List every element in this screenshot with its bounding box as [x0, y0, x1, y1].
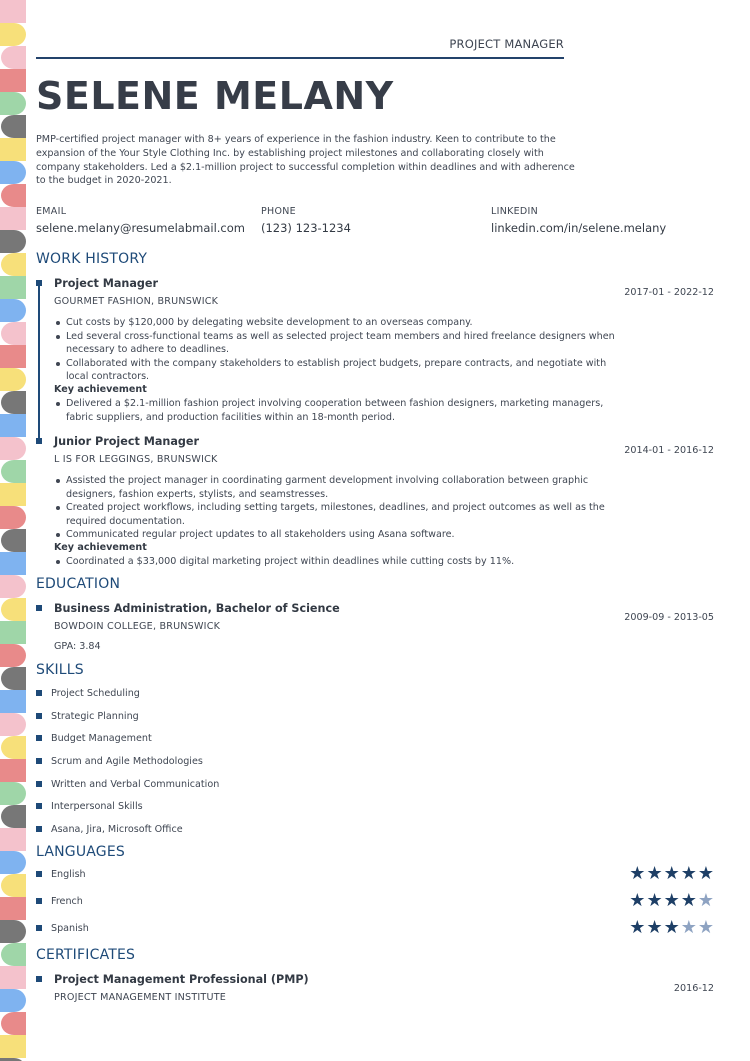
strip-shape — [1, 322, 26, 345]
email-label: EMAIL — [36, 206, 67, 217]
strip-shape — [1, 1012, 26, 1035]
work-timeline-line — [38, 283, 40, 441]
degree-name: Business Administration, Bachelor of Science — [54, 602, 340, 615]
strip-shape — [0, 644, 26, 667]
strip-shape — [1, 46, 26, 69]
summary-paragraph: PMP-certified project manager with 8+ years of experience in the fashion industry. Keen to contribute to the expansion of the Your Style Clothing Inc. by establishing project milestones and collaborating closely with company stakeholders. Led a $2.1-million project to successful completion within deadlines and with adherence to the budget in 2020-2021. — [36, 134, 575, 187]
strip-shape — [0, 759, 26, 782]
star-filled-icon: ★ — [680, 890, 697, 911]
strip-shape — [0, 0, 26, 23]
phone-value[interactable]: (123) 123-1234 — [261, 221, 351, 235]
achievement-item: Delivered a $2.1-million fashion project involving cooperation between fashion designers, marketing managers, fabric suppliers, and production facilities within an 18-month period. — [54, 397, 624, 424]
skill-marker — [36, 826, 42, 832]
language-name: Spanish — [51, 923, 89, 934]
skill-marker — [36, 803, 42, 809]
job-org: GOURMET FASHION, BRUNSWICK — [54, 296, 219, 307]
skills-heading: SKILLS — [36, 662, 84, 678]
strip-shape — [0, 713, 26, 736]
star-filled-icon: ★ — [663, 917, 680, 938]
duty-item: Communicated regular project updates to all stakeholders using Asana software. — [54, 528, 624, 542]
certificates-heading: CERTIFICATES — [36, 947, 136, 963]
strip-shape — [0, 690, 26, 713]
skill-label: Scrum and Agile Methodologies — [51, 756, 203, 767]
linkedin-label: LINKEDIN — [491, 206, 539, 217]
languages-heading: LANGUAGES — [36, 844, 125, 860]
strip-shape — [1, 874, 26, 897]
job-duties-list — [54, 474, 624, 542]
star-empty-icon: ★ — [680, 917, 697, 938]
key-achievement-list — [54, 397, 624, 424]
gpa-value: GPA: 3.84 — [54, 641, 101, 652]
star-filled-icon: ★ — [663, 890, 680, 911]
strip-shape — [1, 253, 26, 276]
strip-shape — [0, 368, 26, 391]
strip-shape — [0, 782, 26, 805]
contact-phone — [261, 206, 351, 235]
star-filled-icon: ★ — [629, 917, 646, 938]
star-filled-icon: ★ — [646, 890, 663, 911]
key-achievement-label: Key achievement — [54, 384, 147, 395]
phone-label: PHONE — [261, 206, 296, 217]
star-empty-icon: ★ — [697, 890, 714, 911]
strip-shape — [0, 345, 26, 368]
work-history-heading: WORK HISTORY — [36, 251, 148, 267]
duty-item: Created project workflows, including setting targets, milestones, deadlines, and project outcomes as well as the required documentation. — [54, 501, 624, 528]
entry-marker — [36, 280, 42, 286]
strip-shape — [0, 966, 26, 989]
decorative-side-strip — [0, 0, 26, 1061]
strip-shape — [0, 138, 26, 161]
entry-marker — [36, 976, 42, 982]
job-dates: 2017-01 - 2022-12 — [624, 287, 714, 298]
linkedin-value[interactable]: linkedin.com/in/selene.melany — [491, 221, 667, 235]
star-filled-icon: ★ — [680, 863, 697, 884]
strip-shape — [1, 667, 26, 690]
star-filled-icon: ★ — [646, 863, 663, 884]
strip-shape — [0, 161, 26, 184]
strip-shape — [1, 529, 26, 552]
job-duties-list — [54, 316, 624, 384]
skill-marker — [36, 713, 42, 719]
strip-shape — [1, 184, 26, 207]
language-marker — [36, 871, 42, 877]
job-dates: 2014-01 - 2016-12 — [624, 445, 714, 456]
language-rating — [629, 865, 714, 883]
skill-marker — [36, 690, 42, 696]
strip-shape — [1, 943, 26, 966]
star-filled-icon: ★ — [697, 863, 714, 884]
language-marker — [36, 925, 42, 931]
strip-shape — [0, 414, 26, 437]
email-value[interactable]: selene.melany@resumelabmail.com — [36, 221, 245, 235]
language-rating — [629, 892, 714, 910]
strip-shape — [0, 437, 26, 460]
strip-shape — [0, 207, 26, 230]
resume-page — [36, 0, 726, 1061]
achievement-item: Coordinated a $33,000 digital marketing project within deadlines while cutting costs by 11%. — [54, 555, 624, 569]
skill-marker — [36, 781, 42, 787]
skill-marker — [36, 758, 42, 764]
language-marker — [36, 898, 42, 904]
strip-shape — [0, 1035, 26, 1058]
strip-shape — [1, 115, 26, 138]
strip-shape — [0, 483, 26, 506]
skill-label: Strategic Planning — [51, 711, 139, 722]
key-achievement-list — [54, 555, 624, 569]
strip-shape — [0, 23, 26, 46]
strip-shape — [1, 391, 26, 414]
star-filled-icon: ★ — [646, 917, 663, 938]
strip-shape — [0, 575, 26, 598]
strip-shape — [1, 805, 26, 828]
skill-marker — [36, 735, 42, 741]
strip-shape — [0, 299, 26, 322]
skill-label: Interpersonal Skills — [51, 801, 143, 812]
strip-shape — [0, 92, 26, 115]
strip-shape — [0, 989, 26, 1012]
strip-shape — [0, 897, 26, 920]
header-job-title: PROJECT MANAGER — [449, 37, 564, 51]
strip-shape — [0, 552, 26, 575]
school-name: BOWDOIN COLLEGE, BRUNSWICK — [54, 621, 221, 632]
job-role: Project Manager — [54, 277, 159, 290]
star-filled-icon: ★ — [629, 890, 646, 911]
duty-item: Led several cross-functional teams as well as selected project team members and hired freelance designers when necessary to adhere to deadlines. — [54, 330, 624, 357]
certificate-date: 2016-12 — [673, 983, 714, 994]
strip-shape — [0, 69, 26, 92]
star-filled-icon: ★ — [663, 863, 680, 884]
strip-shape — [0, 621, 26, 644]
star-empty-icon: ★ — [697, 917, 714, 938]
job-role: Junior Project Manager — [54, 435, 200, 448]
strip-shape — [0, 506, 26, 529]
duty-item: Cut costs by $120,000 by delegating website development to an overseas company. — [54, 316, 624, 330]
strip-shape — [0, 276, 26, 299]
header-rule — [36, 57, 564, 59]
contact-linkedin — [491, 206, 666, 235]
entry-marker — [36, 605, 42, 611]
strip-shape — [0, 920, 26, 943]
skill-label: Budget Management — [51, 733, 152, 744]
language-name: English — [51, 869, 86, 880]
skill-label: Written and Verbal Communication — [51, 779, 220, 790]
skill-label: Project Scheduling — [51, 688, 140, 699]
certificate-issuer: PROJECT MANAGEMENT INSTITUTE — [54, 992, 227, 1003]
strip-shape — [0, 851, 26, 874]
skill-label: Asana, Jira, Microsoft Office — [51, 824, 183, 835]
education-dates: 2009-09 - 2013-05 — [624, 612, 714, 623]
job-org: L IS FOR LEGGINGS, BRUNSWICK — [54, 454, 218, 465]
star-filled-icon: ★ — [629, 863, 646, 884]
duty-item: Collaborated with the company stakeholders to establish project budgets, prepare contracts, and negotiate with local contractors. — [54, 357, 624, 384]
strip-shape — [1, 736, 26, 759]
key-achievement-label: Key achievement — [54, 542, 147, 553]
strip-shape — [0, 828, 26, 851]
entry-marker — [36, 438, 42, 444]
contact-email — [36, 206, 245, 235]
language-name: French — [51, 896, 83, 907]
language-rating — [629, 919, 714, 937]
strip-shape — [1, 598, 26, 621]
strip-shape — [0, 230, 26, 253]
duty-item: Assisted the project manager in coordinating garment development involving collaboration between graphic designers, fashion experts, stylists, and seamstresses. — [54, 474, 624, 501]
strip-shape — [1, 460, 26, 483]
education-heading: EDUCATION — [36, 576, 121, 592]
certificate-name: Project Management Professional (PMP) — [54, 973, 309, 986]
candidate-name: SELENE MELANY — [36, 74, 394, 118]
